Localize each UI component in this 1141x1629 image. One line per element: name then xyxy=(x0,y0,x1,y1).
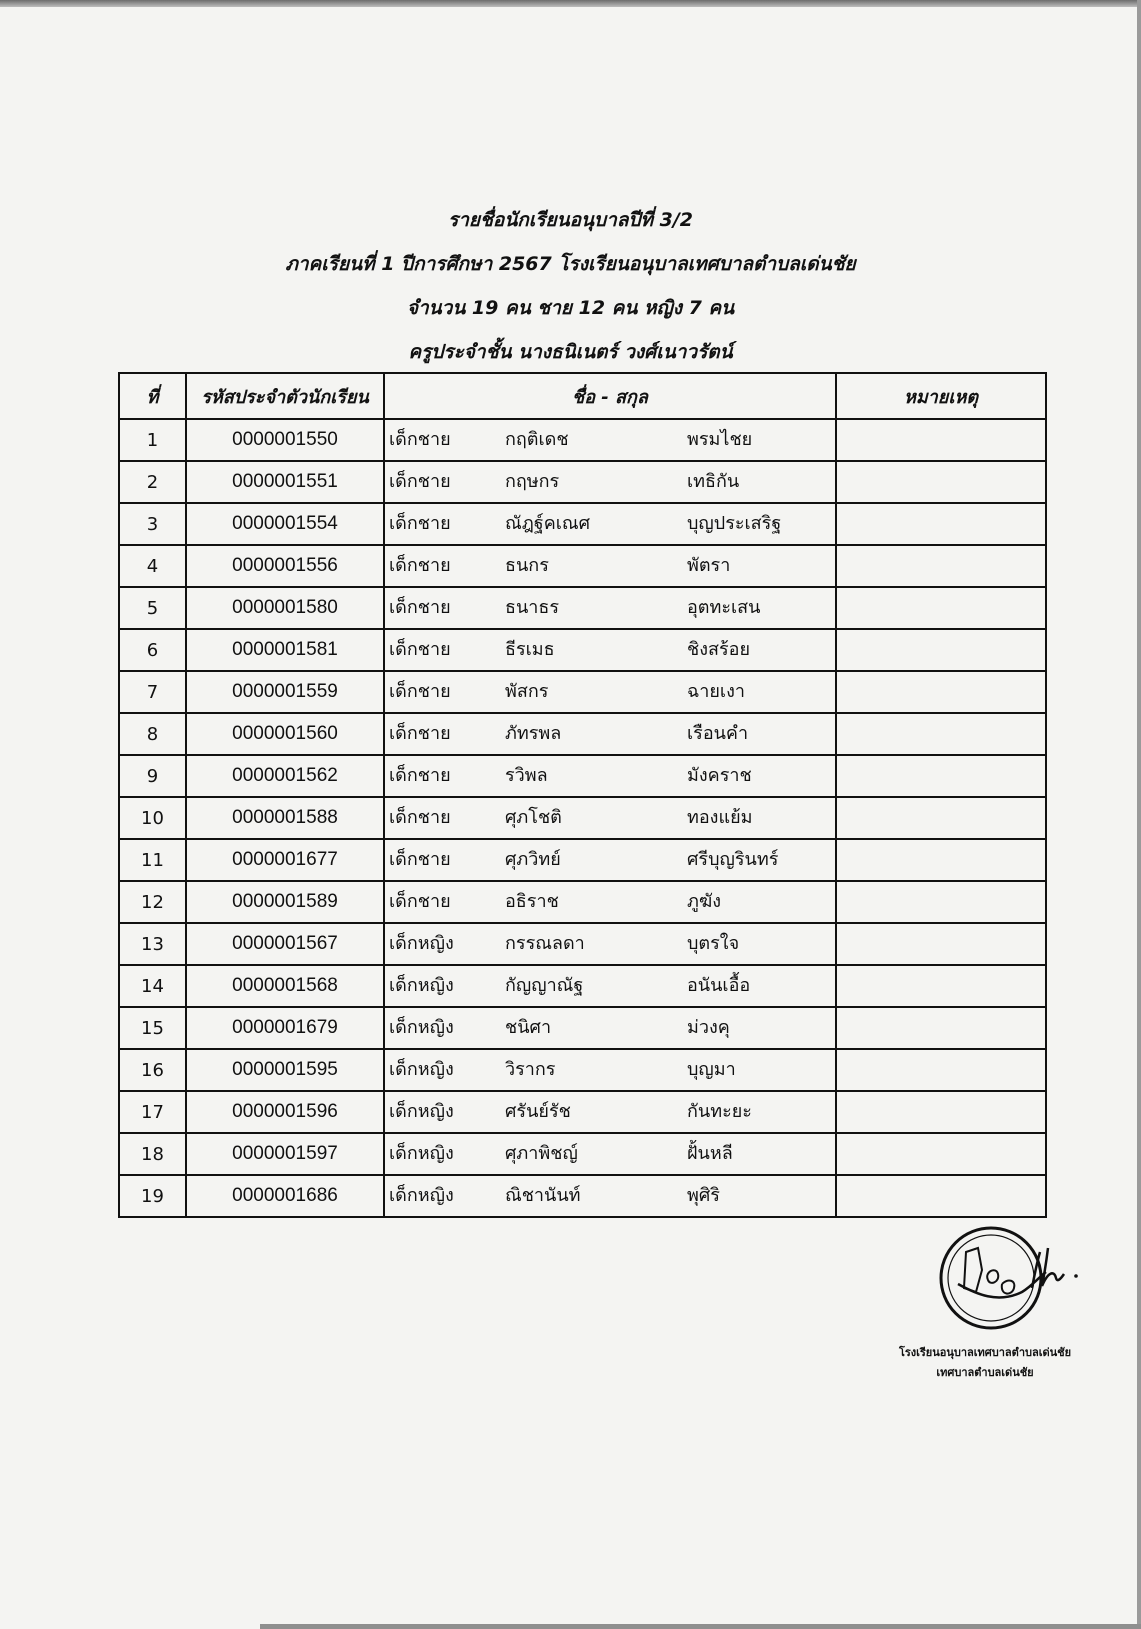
student-id: 0000001550 xyxy=(186,419,384,461)
seal-caption-municipality: เทศบาลตำบลเด่นชัย xyxy=(936,1366,1034,1379)
row-number: 11 xyxy=(119,839,186,881)
given-name: กฤษกร xyxy=(505,470,560,492)
student-id: 0000001588 xyxy=(186,797,384,839)
student-name-cell xyxy=(384,1091,836,1133)
surname: อุตทะเสน xyxy=(687,596,761,618)
given-name: ธีรเมธ xyxy=(505,638,555,660)
name-prefix: เด็กชาย xyxy=(389,428,451,450)
student-id: 0000001596 xyxy=(186,1091,384,1133)
student-name-cell xyxy=(384,545,836,587)
student-id: 0000001581 xyxy=(186,629,384,671)
table-row xyxy=(119,713,1046,755)
given-name: ณิชานันท์ xyxy=(505,1184,581,1206)
seal-caption-school: โรงเรียนอนุบาลเทศบาลตำบลเด่นชัย xyxy=(898,1346,1072,1359)
student-name-cell xyxy=(384,1175,836,1217)
student-id: 0000001551 xyxy=(186,461,384,503)
student-name-cell xyxy=(384,713,836,755)
school-seal-signature xyxy=(936,1222,1086,1332)
remark-cell xyxy=(836,1133,1046,1175)
student-id: 0000001597 xyxy=(186,1133,384,1175)
student-name-cell xyxy=(384,797,836,839)
row-number: 16 xyxy=(119,1049,186,1091)
surname: มังคราช xyxy=(687,764,752,786)
row-number: 14 xyxy=(119,965,186,1007)
table-row xyxy=(119,839,1046,881)
name-prefix: เด็กชาย xyxy=(389,512,451,534)
surname: พัตรา xyxy=(687,554,731,576)
student-id: 0000001556 xyxy=(186,545,384,587)
student-id: 0000001679 xyxy=(186,1007,384,1049)
given-name: ณัฎฐ์คเณศ xyxy=(505,512,591,534)
remark-cell xyxy=(836,1091,1046,1133)
name-prefix: เด็กหญิง xyxy=(389,932,454,954)
remark-cell xyxy=(836,503,1046,545)
given-name: ศุภโชติ xyxy=(505,806,562,828)
remark-cell xyxy=(836,1049,1046,1091)
surname: เรือนคำ xyxy=(687,722,749,744)
remark-cell xyxy=(836,713,1046,755)
name-prefix: เด็กหญิง xyxy=(389,1100,454,1122)
remark-cell xyxy=(836,629,1046,671)
table-row xyxy=(119,671,1046,713)
student-name-cell xyxy=(384,839,836,881)
name-prefix: เด็กชาย xyxy=(389,596,451,618)
remark-cell xyxy=(836,587,1046,629)
remark-cell xyxy=(836,755,1046,797)
student-id: 0000001677 xyxy=(186,839,384,881)
given-name: ศรันย์รัช xyxy=(505,1100,571,1122)
given-name: ภัทรพล xyxy=(505,722,562,744)
remark-cell xyxy=(836,545,1046,587)
surname: พรมไชย xyxy=(687,428,753,450)
table-row xyxy=(119,1175,1046,1217)
row-number: 6 xyxy=(119,629,186,671)
student-name-cell xyxy=(384,965,836,1007)
document-header xyxy=(0,198,1141,374)
table-row xyxy=(119,797,1046,839)
row-number: 3 xyxy=(119,503,186,545)
surname: ฝั้นหลี xyxy=(687,1142,733,1164)
student-name-cell xyxy=(384,881,836,923)
given-name: อธิราช xyxy=(505,890,559,912)
row-number: 2 xyxy=(119,461,186,503)
given-name: ศุภวิทย์ xyxy=(505,848,561,870)
surname: บุตรใจ xyxy=(687,932,740,954)
student-name-cell xyxy=(384,587,836,629)
table-row xyxy=(119,881,1046,923)
surname: กันทะยะ xyxy=(687,1100,752,1122)
row-number: 17 xyxy=(119,1091,186,1133)
page-title: รายชื่อนักเรียนอนุบาลปีที่ 3/2 xyxy=(448,209,693,231)
row-number: 4 xyxy=(119,545,186,587)
row-number: 18 xyxy=(119,1133,186,1175)
remark-cell xyxy=(836,671,1046,713)
student-name-cell xyxy=(384,461,836,503)
remark-cell xyxy=(836,965,1046,1007)
student-id: 0000001562 xyxy=(186,755,384,797)
given-name: กฤติเดช xyxy=(505,428,569,450)
table-row xyxy=(119,419,1046,461)
given-name: ชนิศา xyxy=(505,1016,552,1038)
row-number: 13 xyxy=(119,923,186,965)
table-body xyxy=(119,419,1046,1217)
row-number: 10 xyxy=(119,797,186,839)
row-number: 7 xyxy=(119,671,186,713)
student-name-cell xyxy=(384,671,836,713)
remark-cell xyxy=(836,461,1046,503)
surname: บุญมา xyxy=(687,1058,736,1080)
student-id: 0000001554 xyxy=(186,503,384,545)
remark-cell xyxy=(836,839,1046,881)
student-name-cell xyxy=(384,923,836,965)
table-row xyxy=(119,923,1046,965)
scan-edge-top xyxy=(0,0,1141,7)
surname: ม่วงคุ xyxy=(687,1016,730,1038)
name-prefix: เด็กชาย xyxy=(389,764,451,786)
table-row xyxy=(119,1049,1046,1091)
given-name: พัสกร xyxy=(505,680,549,702)
name-prefix: เด็กชาย xyxy=(389,470,451,492)
row-number: 1 xyxy=(119,419,186,461)
name-prefix: เด็กหญิง xyxy=(389,1142,454,1164)
surname: บุญประเสริฐ xyxy=(687,512,782,534)
table-row xyxy=(119,461,1046,503)
remark-cell xyxy=(836,797,1046,839)
name-prefix: เด็กชาย xyxy=(389,722,451,744)
table-row xyxy=(119,503,1046,545)
column-header-student-id: รหัสประจำตัวนักเรียน xyxy=(186,373,384,419)
given-name: กรรณลดา xyxy=(505,932,585,954)
student-name-cell xyxy=(384,419,836,461)
row-number: 5 xyxy=(119,587,186,629)
student-table xyxy=(118,372,1047,1218)
name-prefix: เด็กชาย xyxy=(389,806,451,828)
remark-cell xyxy=(836,881,1046,923)
name-prefix: เด็กชาย xyxy=(389,680,451,702)
surname: ชิงสร้อย xyxy=(687,638,751,660)
table-row xyxy=(119,1007,1046,1049)
given-name: รวิพล xyxy=(505,764,548,786)
row-number: 15 xyxy=(119,1007,186,1049)
given-name: ธนาธร xyxy=(505,596,560,618)
teacher-line: ครูประจำชั้น นางธนิเนตร์ วงศ์เนาวรัตน์ xyxy=(408,341,733,363)
surname: ศรีบุญรินทร์ xyxy=(687,848,779,870)
scan-edge-bottom xyxy=(260,1624,1141,1629)
name-prefix: เด็กชาย xyxy=(389,638,451,660)
student-id: 0000001560 xyxy=(186,713,384,755)
surname: อนันเอื้อ xyxy=(687,974,751,996)
remark-cell xyxy=(836,923,1046,965)
student-id: 0000001559 xyxy=(186,671,384,713)
table-row xyxy=(119,629,1046,671)
name-prefix: เด็กชาย xyxy=(389,890,451,912)
remark-cell xyxy=(836,1175,1046,1217)
table-row xyxy=(119,1133,1046,1175)
student-name-cell xyxy=(384,503,836,545)
student-id: 0000001595 xyxy=(186,1049,384,1091)
table-row xyxy=(119,587,1046,629)
table-header-row xyxy=(119,373,1046,419)
student-id: 0000001567 xyxy=(186,923,384,965)
name-prefix: เด็กหญิง xyxy=(389,1184,454,1206)
name-prefix: เด็กชาย xyxy=(389,554,451,576)
student-name-cell xyxy=(384,755,836,797)
table-row xyxy=(119,545,1046,587)
surname: ทองแย้ม xyxy=(687,806,753,828)
table-row xyxy=(119,1091,1046,1133)
surname: พุศิริ xyxy=(687,1184,720,1206)
student-name-cell xyxy=(384,1007,836,1049)
given-name: ศุภาพิชญ์ xyxy=(505,1142,578,1164)
surname: เทธิกัน xyxy=(687,470,740,492)
column-header-number: ที่ xyxy=(119,373,186,419)
seal-caption xyxy=(880,1343,1090,1383)
column-header-remark: หมายเหตุ xyxy=(836,373,1046,419)
student-name-cell xyxy=(384,629,836,671)
remark-cell xyxy=(836,419,1046,461)
name-prefix: เด็กหญิง xyxy=(389,1058,454,1080)
column-header-name: ชื่อ - สกุล xyxy=(384,373,836,419)
row-number: 19 xyxy=(119,1175,186,1217)
given-name: วิรากร xyxy=(505,1058,556,1080)
student-id: 0000001686 xyxy=(186,1175,384,1217)
table-row xyxy=(119,965,1046,1007)
remark-cell xyxy=(836,1007,1046,1049)
student-id: 0000001589 xyxy=(186,881,384,923)
student-id: 0000001568 xyxy=(186,965,384,1007)
name-prefix: เด็กชาย xyxy=(389,848,451,870)
row-number: 9 xyxy=(119,755,186,797)
table-row xyxy=(119,755,1046,797)
student-id: 0000001580 xyxy=(186,587,384,629)
surname: ภูฆัง xyxy=(687,890,722,912)
given-name: กัญญาณัฐ xyxy=(505,974,584,996)
term-line: ภาคเรียนที่ 1 ปีการศึกษา 2567 โรงเรียนอนุบาลเทศบาลตำบลเด่นชัย xyxy=(285,253,856,275)
name-prefix: เด็กหญิง xyxy=(389,974,454,996)
surname: ฉายเงา xyxy=(687,680,745,702)
row-number: 12 xyxy=(119,881,186,923)
given-name: ธนกร xyxy=(505,554,549,576)
student-name-cell xyxy=(384,1133,836,1175)
name-prefix: เด็กหญิง xyxy=(389,1016,454,1038)
student-name-cell xyxy=(384,1049,836,1091)
count-line: จำนวน 19 คน ชาย 12 คน หญิง 7 คน xyxy=(406,297,735,319)
row-number: 8 xyxy=(119,713,186,755)
